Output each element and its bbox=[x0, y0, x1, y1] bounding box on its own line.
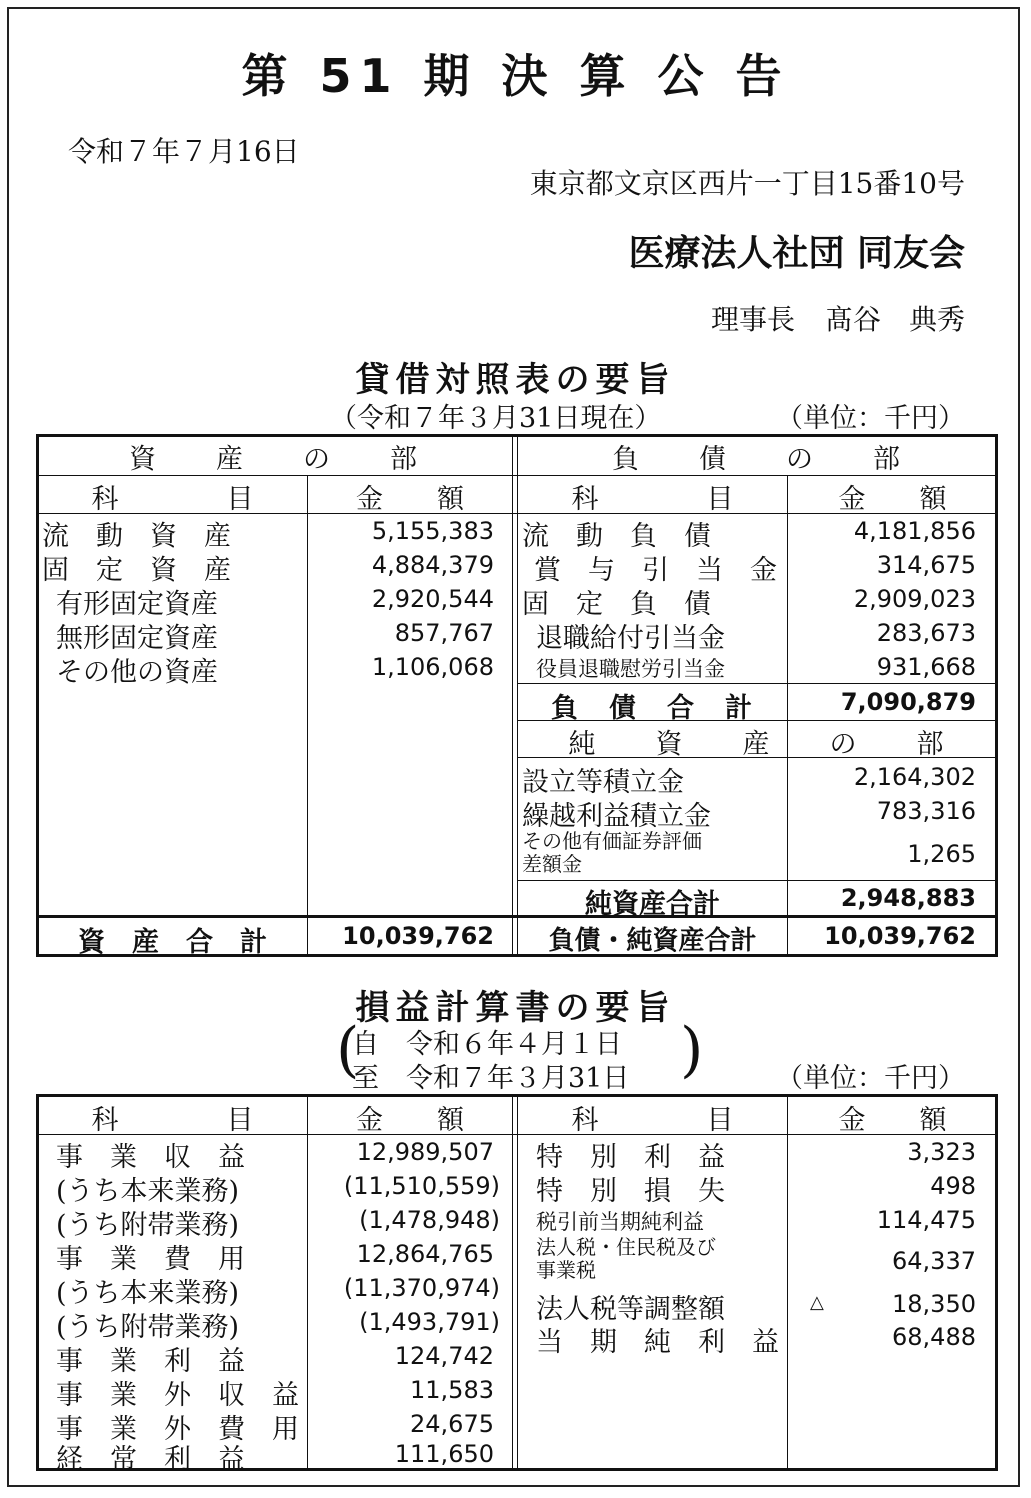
net-label: 設立等積立金 bbox=[522, 767, 684, 798]
pl-left-label: 事 業 外 費 用 bbox=[56, 1414, 299, 1445]
net-value: 783,316 bbox=[876, 797, 976, 825]
le-total-label: 負債・純資産合計 bbox=[548, 926, 757, 956]
rep-title: 理事長 bbox=[710, 303, 795, 336]
asset-value: 857,767 bbox=[394, 619, 494, 647]
liab-label: 役員退職慰労引当金 bbox=[536, 657, 725, 681]
asset-label: 無形固定資産 bbox=[56, 623, 218, 654]
net-label-line1: その他有価証券評価 bbox=[522, 829, 702, 853]
period-close-paren: ) bbox=[680, 1015, 704, 1085]
liab-value: 283,673 bbox=[876, 619, 976, 647]
asset-value: 2,920,544 bbox=[371, 585, 494, 613]
pl-left-label: 事 業 費 用 bbox=[56, 1244, 245, 1275]
bs-col-item-right: 科 目 bbox=[571, 484, 734, 515]
asset-label: 固 定 資 産 bbox=[42, 555, 231, 586]
bs-net-header: 純 資 産 の 部 bbox=[568, 729, 946, 760]
bs-liab-header: 負 債 の 部 bbox=[612, 444, 902, 475]
pl-left-label: 事 業 収 益 bbox=[56, 1142, 245, 1173]
pl-right-label: 税引前当期純利益 bbox=[536, 1210, 704, 1234]
bs-as-of: （令和７年３月31日現在） bbox=[330, 403, 662, 434]
liab-value: 314,675 bbox=[876, 551, 976, 579]
pl-left-value: 12,864,765 bbox=[356, 1240, 494, 1268]
pl-left-label: (うち本来業務) bbox=[56, 1176, 240, 1207]
negative-triangle-icon: △ bbox=[810, 1292, 824, 1313]
liab-value: 931,668 bbox=[876, 653, 976, 681]
asset-value: 5,155,383 bbox=[371, 517, 494, 545]
assets-total-value: 10,039,762 bbox=[342, 922, 494, 950]
asset-label: その他の資産 bbox=[56, 657, 218, 688]
assets-total-label: 資 産 合 計 bbox=[78, 927, 267, 958]
pl-period-from: 自 令和６年４月１日 bbox=[352, 1029, 622, 1060]
pl-left-value: (1,493,791) bbox=[359, 1308, 500, 1336]
liab-label: 流 動 負 債 bbox=[522, 521, 711, 552]
pl-left-value: 11,583 bbox=[410, 1376, 494, 1404]
pl-left-value: 24,675 bbox=[410, 1410, 494, 1438]
net-label: 繰越利益積立金 bbox=[522, 801, 711, 832]
representative bbox=[711, 298, 965, 338]
pl-left-label: (うち附帯業務) bbox=[56, 1210, 240, 1241]
pl-left-label: (うち附帯業務) bbox=[56, 1312, 240, 1343]
pl-right-value: 64,337 bbox=[892, 1247, 976, 1275]
company-name: 医療法人社団 同友会 bbox=[628, 233, 965, 274]
bs-title: 貸借対照表の要旨 bbox=[355, 360, 676, 400]
pl-col-amount-left: 金 額 bbox=[356, 1105, 464, 1136]
pl-right-label: 特 別 損 失 bbox=[536, 1176, 725, 1207]
pl-col-item-right: 科 目 bbox=[571, 1105, 734, 1136]
bs-col-item-left: 科 目 bbox=[91, 484, 254, 515]
period-open-paren: ( bbox=[336, 1015, 360, 1085]
net-total-value: 2,948,883 bbox=[840, 884, 976, 912]
pl-title: 損益計算書の要旨 bbox=[355, 988, 676, 1028]
pl-left-label: (うち本来業務) bbox=[56, 1278, 240, 1309]
liab-label: 固 定 負 債 bbox=[522, 589, 711, 620]
pl-left-label: 経 常 利 益 bbox=[56, 1444, 245, 1475]
pl-left-label: 事 業 外 収 益 bbox=[56, 1380, 299, 1411]
pl-right-value: 498 bbox=[930, 1172, 976, 1200]
pl-left-value: 124,742 bbox=[394, 1342, 494, 1370]
pl-right-value: 3,323 bbox=[907, 1138, 976, 1166]
company-address: 東京都文京区西片一丁目15番10号 bbox=[529, 167, 965, 200]
liab-label: 退職給付引当金 bbox=[536, 623, 725, 654]
pl-right-value: 68,488 bbox=[892, 1323, 976, 1351]
pl-tax-line1: 法人税・住民税及び bbox=[536, 1235, 716, 1259]
le-total-value: 10,039,762 bbox=[824, 922, 976, 950]
bs-assets-header: 資 産 の 部 bbox=[129, 444, 419, 475]
announcement-date: 令和７年７月16日 bbox=[68, 135, 300, 168]
bs-unit: （単位：千円） bbox=[776, 403, 965, 434]
asset-value: 4,884,379 bbox=[371, 551, 494, 579]
pl-right-value: 18,350 bbox=[892, 1290, 976, 1318]
liab-value: 2,909,023 bbox=[853, 585, 976, 613]
bs-col-amount-left: 金 額 bbox=[356, 484, 464, 515]
pl-col-amount-right: 金 額 bbox=[838, 1105, 947, 1136]
pl-right-label: 特 別 利 益 bbox=[536, 1142, 725, 1173]
asset-label: 有形固定資産 bbox=[56, 589, 218, 620]
net-total-label: 純資産合計 bbox=[585, 889, 720, 920]
pl-right-label: 当 期 純 利 益 bbox=[536, 1327, 779, 1358]
pl-period-to: 至 令和７年３月31日 bbox=[352, 1063, 630, 1094]
net-value: 2,164,302 bbox=[853, 763, 976, 791]
pl-right-value: 114,475 bbox=[876, 1206, 976, 1234]
liab-value: 4,181,856 bbox=[853, 517, 976, 545]
asset-label: 流 動 資 産 bbox=[42, 521, 231, 552]
pl-left-value: 12,989,507 bbox=[356, 1138, 494, 1166]
liab-total-label: 負 債 合 計 bbox=[551, 693, 754, 724]
pl-left-value: (11,510,559) bbox=[343, 1172, 500, 1200]
net-label-line2: 差額金 bbox=[522, 852, 582, 876]
pl-left-value: 111,650 bbox=[394, 1440, 494, 1468]
pl-left-value: (11,370,974) bbox=[343, 1274, 500, 1302]
net-value: 1,265 bbox=[907, 840, 976, 868]
pl-left-label: 事 業 利 益 bbox=[56, 1346, 245, 1377]
pl-tax-line2: 事業税 bbox=[536, 1258, 596, 1282]
bs-col-amount-right: 金 額 bbox=[838, 484, 947, 515]
page-title: 第 51 期 決 算 公 告 bbox=[241, 49, 790, 103]
pl-col-item-left: 科 目 bbox=[91, 1105, 254, 1136]
liab-label: 賞 与 引 当 金 bbox=[534, 555, 777, 586]
rep-name: 髙谷 典秀 bbox=[824, 303, 965, 336]
asset-value: 1,106,068 bbox=[371, 653, 494, 681]
pl-unit: （単位：千円） bbox=[776, 1063, 965, 1094]
pl-left-value: (1,478,948) bbox=[359, 1206, 500, 1234]
pl-right-label: 法人税等調整額 bbox=[536, 1294, 725, 1325]
liab-total-value: 7,090,879 bbox=[840, 688, 976, 716]
